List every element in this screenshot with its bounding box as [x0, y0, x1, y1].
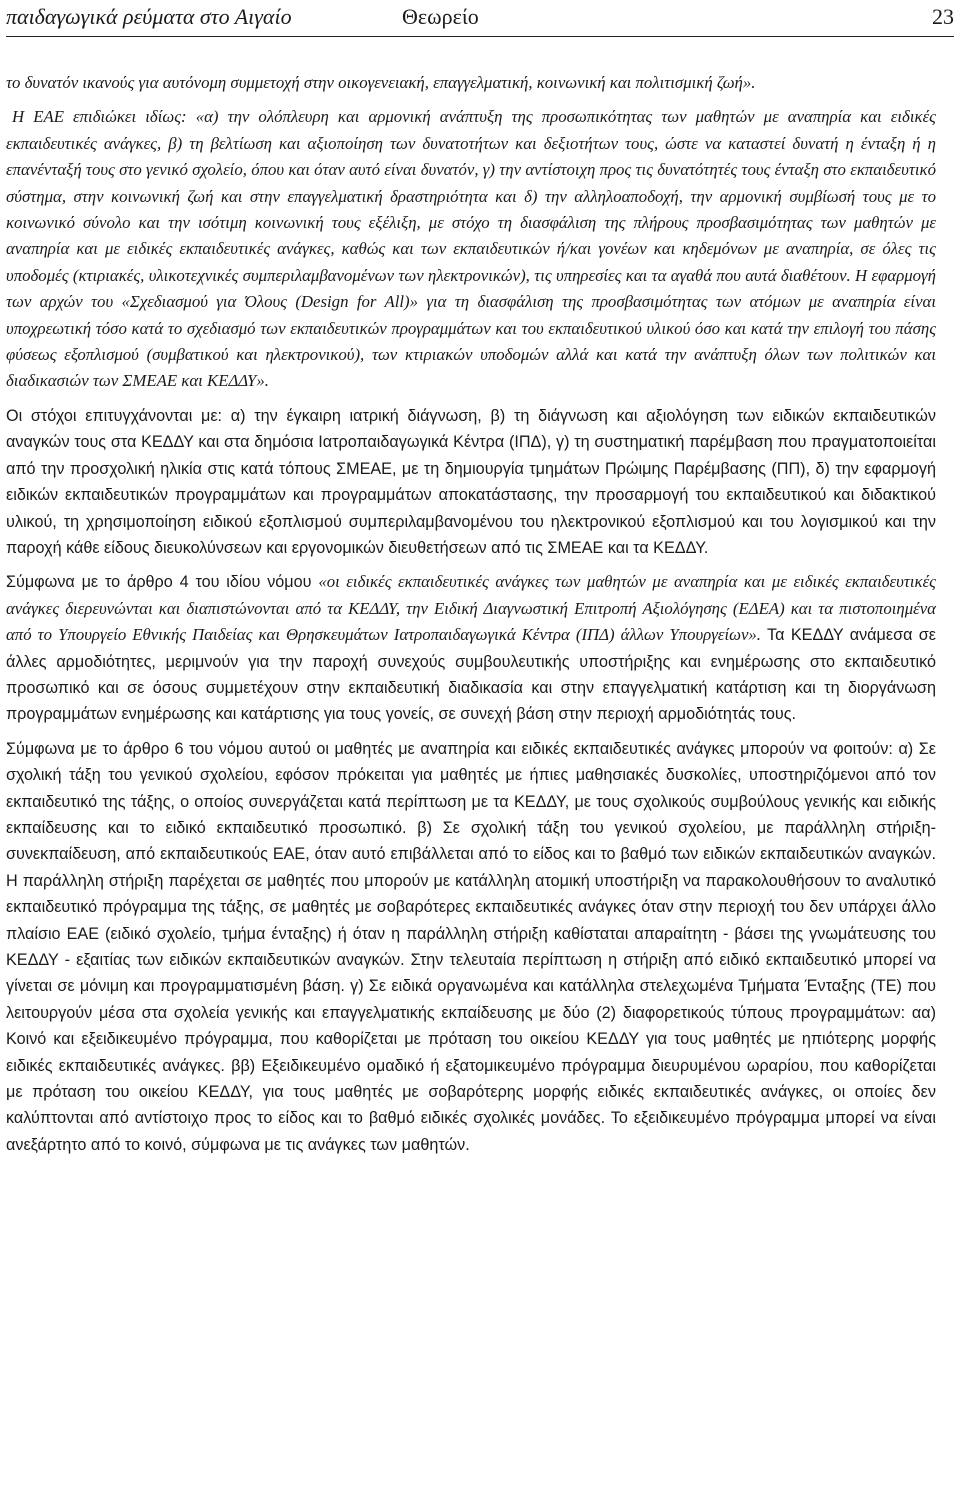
section-title: Θεωρείο	[402, 4, 479, 29]
paragraph-continuation: το δυνατόν ικανούς για αυτόνομη συμμετοχή στην οικογενειακή, επαγγελματική, κοινωνική και πολιτισμική ζωή».	[6, 73, 756, 92]
running-header	[6, 0, 954, 37]
page-number: 23	[932, 4, 954, 29]
article-4-intro: Σύμφωνα με το άρθρο 4 του ιδίου νόμου	[6, 573, 319, 592]
article-4-quote: «οι ειδικές εκπαιδευτικές ανάγκες των μαθητών με αναπηρία και με ειδικές εκπαιδευτικές ανάγκες διερευνώνται και διαπιστώνονται από τα ΚΕΔΔΥ, την Ειδική Διαγνωστική Επιτροπή Αξιολόγησης (ΕΔΕΑ) και τα πιστοποιημένα από το Υπουργείο Εθνικής Παιδείας και Θρησκευμάτων Ιατροπαιδαγωγικά Κέντρα (ΙΠΔ) άλλων Υπουργείων».	[6, 572, 936, 645]
paragraph-objectives: Οι στόχοι επιτυγχάνονται με: α) την έγκαιρη ιατρική διάγνωση, β) τη διάγνωση και αξιολόγηση των ειδικών εκπαιδευτικών αναγκών τους στα ΚΕΔΔΥ και στα δημόσια Ιατροπαιδαγωγικά Κέντρα (ΙΠΔ), γ) τη συστηματική παρέμβαση που πραγματοποιείται από την προσχολική ηλικία στις κατά τόπους ΣΜΕΑΕ, με τη δημιουργία τμημάτων Πρώιμης Παρέμβασης (ΠΠ), δ) την εφαρμογή ειδικών εκπαιδευτικών προγραμμάτων και προγραμμάτων αποκατάστασης, την προσαρμογή του εκπαιδευτικού και διδακτικού υλικού, τη χρησιμοποίηση ειδικού εξοπλισμού συμπεριλαμβανομένου του ηλεκτρονικού εξοπλισμού και του λογισμικού και την παροχή κάθε είδους διευκολύνσεων και εργονομικών διευθετήσεων από τις ΣΜΕΑΕ και τα ΚΕΔΔΥ.	[6, 406, 936, 557]
paragraph-article-6: Σύμφωνα με το άρθρο 6 του νόμου αυτού οι μαθητές με αναπηρία και ειδικές εκπαιδευτικές ανάγκες μπορούν να φοιτούν: α) Σε σχολική τάξη του γενικού σχολείου, εφόσον πρόκειται για μαθητές με ήπιες μαθησιακές δυσκολίες, υποστηριζόμενοι από τον εκπαιδευτικό της τάξης, ο οποίος συνεργάζεται κατά περίπτωση με τα ΚΕΔΔΥ, με τους σχολικούς συμβούλους γενικής και ειδικής εκπαίδευσης και το ειδικό εκπαιδευτικό προσωπικό. β) Σε σχολική τάξη του γενικού σχολείου, με παράλληλη στήριξη-συνεκπαίδευση, από εκπαιδευτικούς ΕΑΕ, όταν αυτό επιβάλλεται από το είδος και το βαθμό των ειδικών εκπαιδευτικών αναγκών. Η παράλληλη στήριξη παρέχεται σε μαθητές που μπορούν με κατάλληλη ατομική υποστήριξη να παρακολουθήσουν το αναλυτικό εκπαιδευτικό πρόγραμμα της τάξης, σε μαθητές με σοβαρότερες εκπαιδευτικές ανάγκες όταν στην περιοχή του δεν υπάρχει άλλο πλαίσιο ΕΑΕ (ειδικό σχολείο, τμήμα ένταξης) ή όταν η παράλληλη στήριξη καθίσταται απαραίτητη - βάσει της γνωμάτευσης του ΚΕΔΔΥ - εξαιτίας των ειδικών εκπαιδευτικών αναγκών. Στην τελευταία περίπτωση η στήριξη από ειδικό εκπαιδευτικό μπορεί να γίνεται σε μόνιμη και προγραμματισμένη βάση. γ) Σε ειδικά οργανωμένα και κατάλληλα στελεχωμένα Τμήματα Ένταξης (ΤΕ) που λειτουργούν μέσα στα σχολεία γενικής και επαγγελματικής εκπαίδευσης με δύο (2) διαφορετικούς τύπους προγραμμάτων: αα) Κοινό και εξειδικευμένο πρόγραμμα, που καθορίζεται με πρόταση του οικείου ΚΕΔΔΥ για τους μαθητές με ηπιότερης μορφής ειδικές εκπαιδευτικές ανάγκες. ββ) Εξειδικευμένο ομαδικό ή εξατομικευμένο πρόγραμμα διευρυμένου ωραρίου, που καθορίζεται με πρόταση του οικείου ΚΕΔΔΥ, για τους μαθητές με σοβαρότερης μορφής ειδικές εκπαιδευτικές ανάγκες, οι οποίες δεν καλύπτονται από αντίστοιχο προς το είδος και το βαθμό ειδικές σχολικές μονάδες. Το εξειδικευμένο πρόγραμμα μπορεί να είναι ανεξάρτητο από το κοινό, σύμφωνα με τις ανάγκες των μαθητών.	[6, 739, 936, 1154]
paragraph-eae-goals: Η ΕΑΕ επιδιώκει ιδίως: «α) την ολόπλευρη και αρμονική ανάπτυξη της προσωπικότητας των μαθητών με αναπηρία και ειδικές εκπαιδευτικές ανάγκες, β) τη βελτίωση και αξιοποίηση των δυνατοτήτων και δεξιοτήτων τους, ώστε να καταστεί δυνατή η ένταξη ή η επανένταξή τους στο γενικό σχολείο, όπου και όταν αυτό είναι δυνατόν, γ) την αντίστοιχη προς τις δυνατότητές τους ένταξη στο εκπαιδευτικό σύστημα, στην κοινωνική ζωή και στην επαγγελματική δραστηριότητα και δ) την αλληλοαποδοχή, την αρμονική συμβίωσή τους με το κοινωνικό σύνολο και την ισότιμη κοινωνική τους εξέλιξη, με στόχο τη διασφάλιση της πλήρους προσβασιμότητας των μαθητών με αναπηρία και με ειδικές εκπαιδευτικές ανάγκες, καθώς και των εκπαιδευτικών ή/και γονέων και κηδεμόνων με αναπηρία, σε όλες τις υποδομές (κτιριακές, υλικοτεχνικές συμπεριλαμβανομένων των ηλεκτρονικών), τις υπηρεσίες και τα αγαθά που αυτά διαθέτουν. Η εφαρμογή των αρχών του «Σχεδιασμού για Όλους (Design for All)» για τη διασφάλιση της προσβασιμότητας των ατόμων με αναπηρία είναι υποχρεωτική τόσο κατά το σχεδιασμό των εκπαιδευτικών προγραμμάτων και του εκπαιδευτικού υλικού όσο και κατά την επιλογή του πάσης φύσεως εξοπλισμού (συμβατικού και ηλεκτρονικού), των κτιριακών υποδομών αλλά και κατά την ανάπτυξη όλων των πολιτικών και διαδικασιών των ΣΜΕΑΕ και ΚΕΔΔΥ».	[6, 107, 936, 391]
journal-title: παιδαγωγικά ρεύματα στο Αιγαίο	[6, 4, 292, 29]
paragraph-article-4	[6, 569, 936, 727]
article-body	[6, 70, 936, 1158]
article-4-rest: Τα ΚΕΔΔΥ ανάμεσα σε άλλες αρμοδιότητες, μεριμνούν για την παροχή συνεχούς συμβουλευτικής υποστήριξης και ενημέρωσης στο εκπαιδευτικό προσωπικό και σε όσους συμμετέχουν στην εκπαιδευτική διαδικασία και στην επαγγελματική κατάρτιση και τη διοργάνωση προγραμμάτων ενημέρωσης και κατάρτισης για τους γονείς, σε συνεχή βάση στην περιοχή αρμοδιότητάς τους.	[6, 626, 936, 724]
